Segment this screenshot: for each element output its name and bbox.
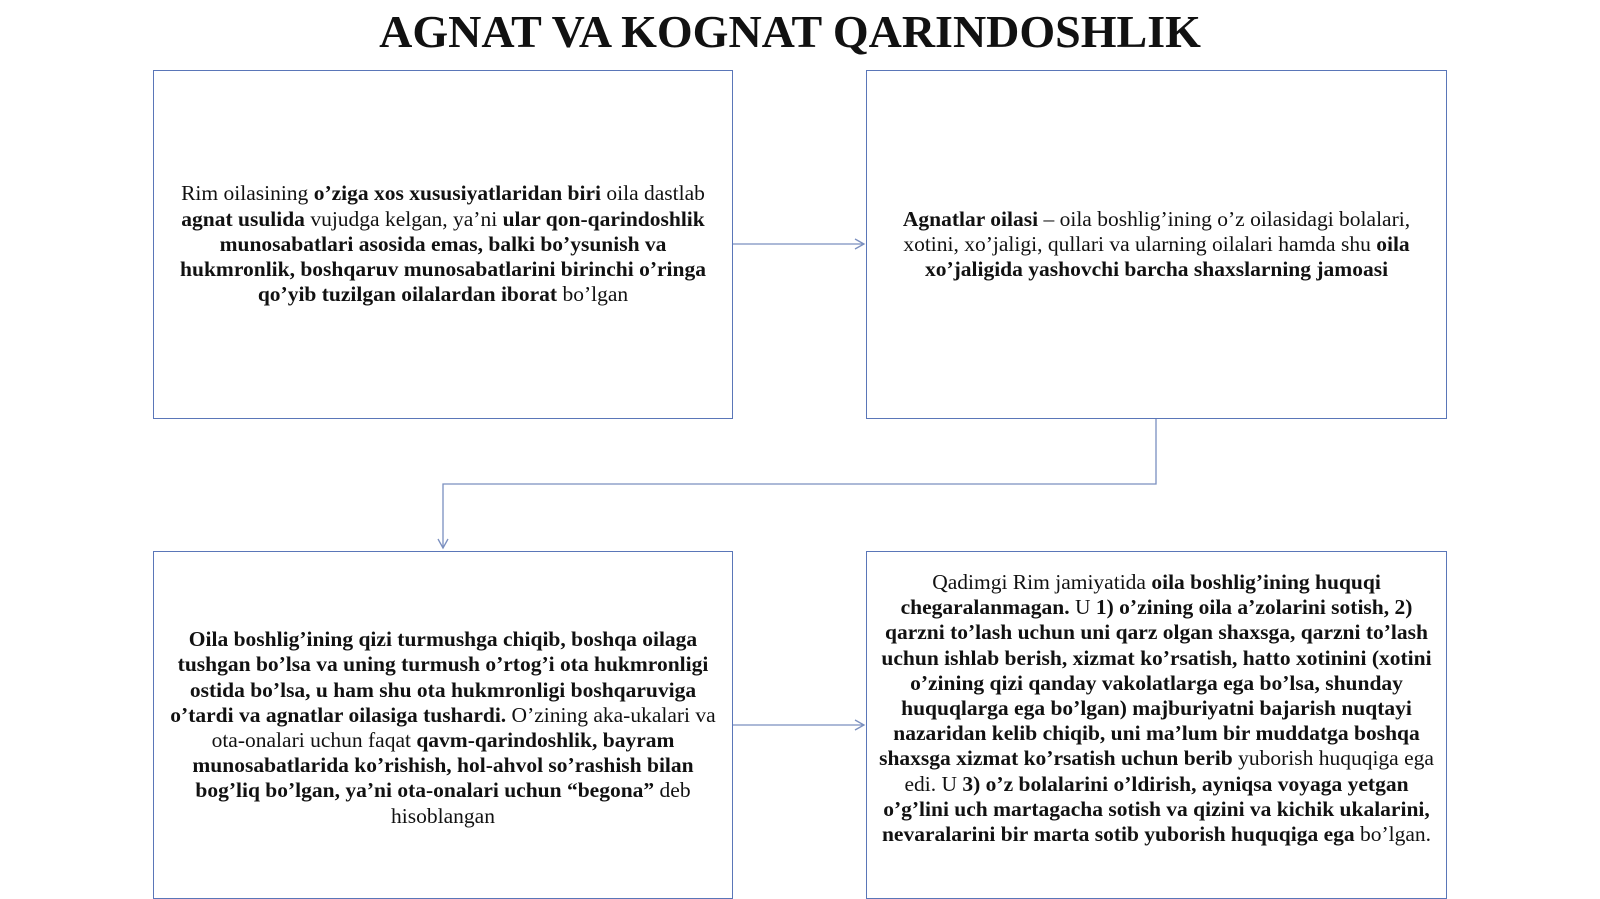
box-oila-boshligi-qizi [153,551,733,899]
text-segment: U [1069,595,1096,620]
text-segment: – oila boshlig’ining o’z oilasidagi bolalari, xotini, xo’jaligi, qullari va ularning oilalari hamda shu [903,206,1411,256]
text-segment: Agnatlar oilasi [902,206,1039,231]
text-segment: agnat usulida [181,206,305,231]
box-agnat-usuli [153,70,733,419]
text-segment: Oila boshlig’ining qizi turmushga chiqib, boshqa oilaga tushgan bo’lsa va uning turmush o’rtog’i ota hukmronligi ostida bo’lsa, u ham shu ota hukmronligi boshqaruviga o’tardi va agnatlar oilasiga tushardi. [170,627,709,727]
text-segment: O’zining aka-ukalari va ota-onalari uchun faqat [211,702,716,752]
text-segment: vujudga kelgan, ya’ni [304,206,503,231]
text-segment: oila xo’jaligida yashovchi barcha shaxslarning jamoasi [924,231,1410,282]
text-segment: bo’lgan. [1354,822,1432,847]
text-segment: ular qon-qarindoshlik munosabatlari asosida emas, balki bo’ysunish va hukmronlik, boshqaruv munosabatlarini birinchi o’ringa qo’yib tuzilgan oilalardan iborat [180,206,706,307]
text-segment: Qadimgi Rim jamiyatida [932,570,1152,594]
text-segment: oila boshlig’ining huquqi chegaralanmagan. [900,570,1381,620]
box-3-text [166,621,720,829]
diagram-title: AGNAT VA KOGNAT QARINDOSHLIK [379,6,1201,57]
box-agnatlar-oilasi [866,70,1447,419]
box-4-text [879,560,1434,847]
box-1-text [166,181,720,307]
text-segment: Rim oilasining [181,181,314,206]
box-2-text [879,207,1434,283]
text-segment: 3) o’z bolalarini o’ldirish, ayniqsa voyaga yetgan o’g’lini uch martagacha sotish va qizini va kichik ukalarini, nevaralarini bir marta sotib yuborish huquqiga ega [881,771,1430,847]
arrow-box2-to-box3 [443,419,1156,548]
box-oila-boshligi-huquqi [866,551,1447,899]
text-segment: o’ziga xos xususiyatlaridan biri [313,181,601,206]
text-segment: bo’lgan [557,282,629,307]
text-segment: yuborish huquqiga ega edi. U [904,746,1434,796]
text-segment: oila dastlab [601,181,705,206]
text-segment: qavm-qarindoshlik, bayram munosabatlarida ko’rishish, hol-ahvol so’rashish bilan bog’liq bo’lgan, ya’ni ota-onalari uchun “begona” [192,728,694,803]
text-segment: 1) o’zining oila a’zolarini sotish, 2) qarzni to’lash uchun uni qarz olgan shaxsga, qarzni to’lash uchun ishlab berish, xizmat ko’rsatish, hatto xotinini (xotini o’zining qizi qanday vakolatlarga ega bo’lsa, shunday huquqlarga ega bo’lgan) majburiyatni bajarish nuqtayi nazaridan kelib chiqib, uni ma’lum bir muddatga boshqa shaxsga xizmat ko’rsatish uchun berib [879,595,1432,771]
text-segment: deb hisoblangan [391,778,691,828]
